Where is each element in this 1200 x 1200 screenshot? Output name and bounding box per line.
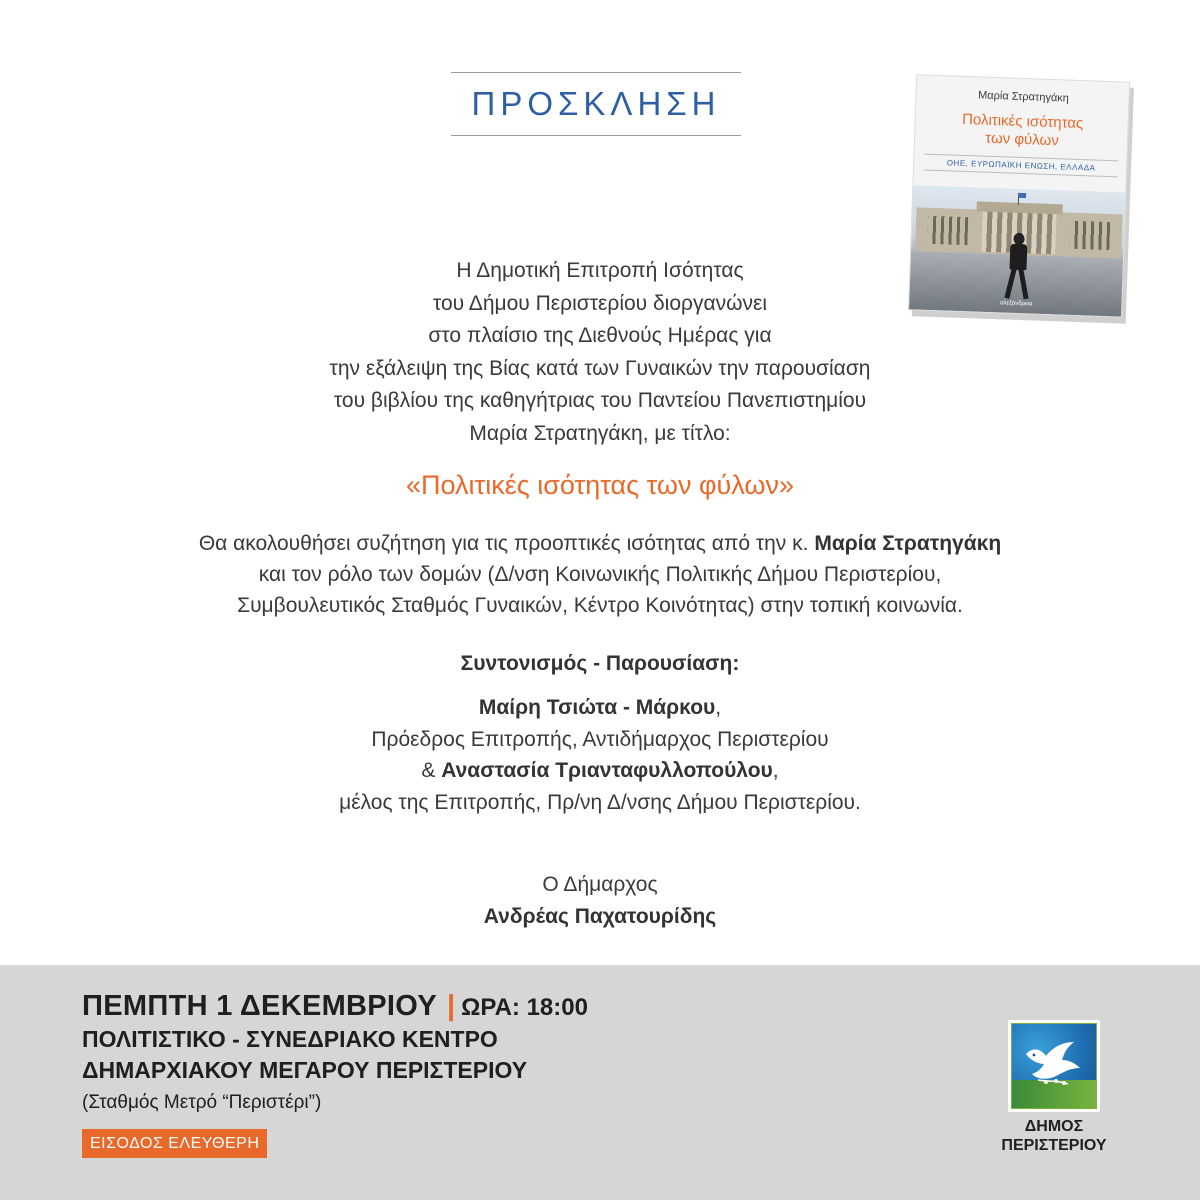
coordinator2-name: Αναστασία Τριανταφυλλοπούλου (441, 759, 773, 782)
municipality-logo (1008, 1020, 1100, 1112)
girl-silhouette (1005, 233, 1029, 304)
event-date: ΠΕΜΠΤΗ 1 ΔΕΚΕΜΒΡΙΟΥ (82, 990, 437, 1022)
logo-line2: ΠΕΡΙΣΤΕΡΙΟΥ (1001, 1137, 1107, 1154)
date-separator: | (446, 990, 456, 1022)
intro-line: του βιβλίου της καθηγήτριας του Παντείου Πανεπιστημίου (333, 389, 867, 412)
event-datetime (82, 990, 588, 1023)
speaker-name: Μαρία Στρατηγάκη (814, 532, 1002, 555)
page-title: ΠΡΟΣΚΛΗΣΗ (471, 85, 721, 122)
coordination-label: Συντονισμός - Παρουσίαση: (460, 652, 740, 675)
dove-icon (1024, 1040, 1082, 1086)
title-rule-top (451, 72, 741, 73)
coordination-block (150, 692, 1050, 818)
intro-line: την εξάλειψη της Βίας κατά των Γυναικών την παρουσίαση (329, 356, 871, 380)
free-entry-badge: ΕΙΣΟΔΟΣ ΕΛΕΥΘΕΡΗ (82, 1129, 267, 1158)
book-title-line1: Πολιτικές ισότητας (961, 110, 1084, 133)
coordinator1-role: Πρόεδρος Επιτροπής, Αντιδήμαρχος Περιστερίου (371, 727, 829, 751)
intro-line: Μαρία Στρατηγάκη, με τίτλο: (469, 421, 731, 445)
venue-line2: ΔΗΜΑΡΧΙΑΚΟΥ ΜΕΓΑΡΟΥ ΠΕΡΙΣΤΕΡΙΟΥ (82, 1057, 528, 1083)
venue-line1: ΠΟΛΙΤΙΣΤΙΚΟ - ΣΥΝΕΔΡΙΑΚΟ ΚΕΝΤΡΟ (82, 1026, 498, 1052)
metro-station: (Σταθμός Μετρό “Περιστέρι”) (82, 1092, 322, 1113)
parliament-windows-left (927, 216, 968, 245)
logo-badge (1011, 1023, 1097, 1109)
discussion-line1 (40, 528, 1160, 559)
intro-line: στο πλαίσιο της Διεθνούς Ημέρας για (428, 324, 772, 347)
logo-caption (970, 1117, 1138, 1155)
event-time: ΩΡΑ: 18:00 (461, 994, 588, 1021)
mayor-name: Ανδρέας Παχατουρίδης (483, 905, 717, 928)
intro-text (200, 255, 1000, 450)
logo-line1: ΔΗΜΟΣ (1024, 1118, 1084, 1135)
intro-line: του Δήμου Περιστερίου διοργανώνει (432, 291, 768, 315)
coordinator2-comma: , (772, 759, 779, 782)
discussion-line3: Συμβουλευτικός Σταθμός Γυναικών, Κέντρο Κοινότητας) στην τοπική κοινωνία. (237, 594, 963, 617)
coordinator2 (150, 755, 1050, 787)
discussion-line2: και τον ρόλο των δομών (Δ/νση Κοινωνικής Πολιτικής Δήμου Περιστερίου, (258, 563, 942, 586)
coordinator2-role: μέλος της Επιτροπής, Πρ/νη Δ/νσης Δήμου Περιστερίου. (339, 790, 861, 814)
book-title-quote: «Πολιτικές ισότητας των φύλων» (406, 470, 794, 500)
ampersand: & (421, 759, 442, 782)
discussion-text (40, 528, 1160, 621)
book-cover-title (915, 109, 1130, 152)
event-footer (0, 965, 1200, 1200)
book-subtitle: ΟΗΕ, ΕΥΡΩΠΑΪΚΗ ΕΝΩΣΗ, ΕΛΛΑΔΑ (924, 154, 1118, 178)
coordinator1-comma: , (715, 696, 722, 719)
intro-line: Η Δημοτική Επιτροπή Ισότητας (456, 259, 744, 282)
title-block (451, 72, 741, 136)
title-rule-bottom (451, 135, 741, 136)
parliament-windows-right (1069, 221, 1110, 250)
coordinator1-name: Μαίρη Τσιώτα - Μάρκου (478, 696, 716, 719)
book-author: Μαρία Στρατηγάκη (977, 89, 1070, 105)
book-publisher: αλεξάνδρεια (1000, 300, 1033, 308)
book-title-line2: των φύλων (985, 129, 1060, 150)
coordinator1 (150, 692, 1050, 724)
mayor-label: Ο Δήμαρχος (542, 873, 658, 896)
discussion-line1-text: Θα ακολουθήσει συζήτηση για τις προοπτικές ισότητας από την κ. (198, 532, 815, 555)
